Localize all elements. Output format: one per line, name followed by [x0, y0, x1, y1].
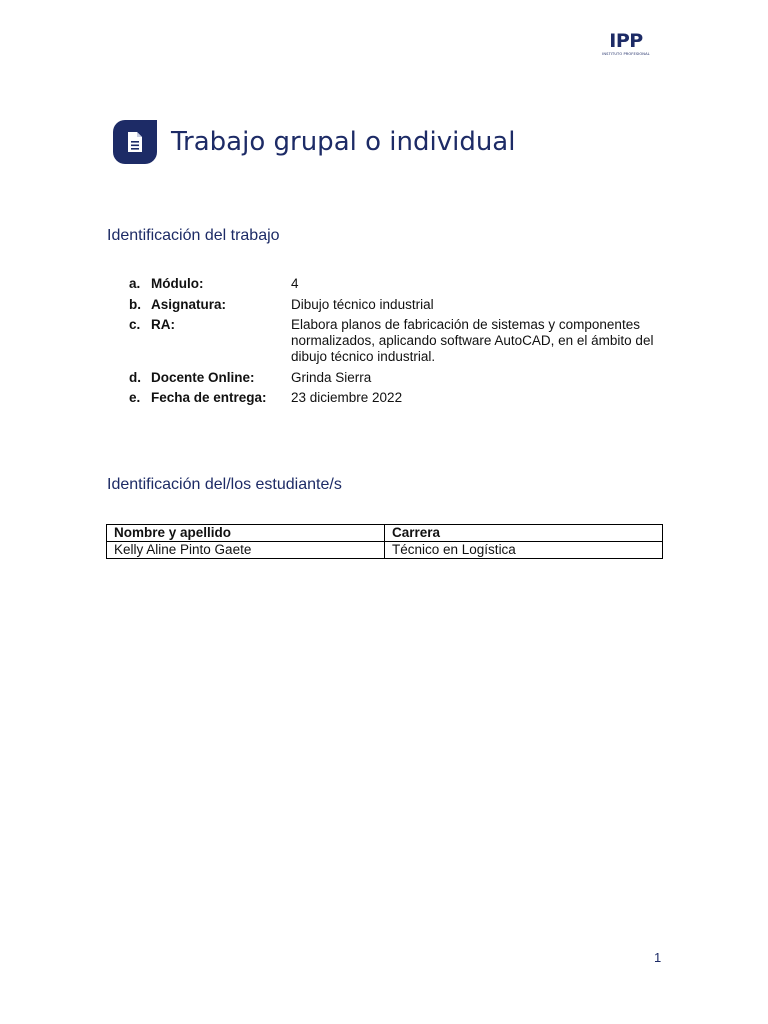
info-row-teacher — [129, 370, 669, 386]
work-info-list — [129, 276, 669, 411]
logo-text: IPP — [609, 30, 643, 52]
title-block — [113, 119, 515, 165]
work-id-heading: Identificación del trabajo — [107, 227, 280, 244]
page-title: Trabajo grupal o individual — [171, 127, 516, 157]
info-value: Dibujo técnico industrial — [291, 296, 434, 312]
info-label: RA: — [151, 317, 175, 332]
info-row-subject — [129, 297, 669, 313]
info-letter: b. — [129, 296, 141, 312]
info-label: Fecha de entrega: — [151, 390, 267, 405]
table-header-career: Carrera — [385, 525, 663, 542]
info-row-ra — [129, 317, 669, 365]
table-row — [107, 542, 663, 559]
page-number: 1 — [654, 950, 662, 965]
info-letter: a. — [129, 276, 141, 291]
ipp-logo — [600, 30, 652, 57]
info-letter: d. — [129, 369, 141, 385]
info-label: Docente Online: — [151, 369, 255, 385]
info-letter: e. — [129, 390, 141, 405]
info-label: Módulo: — [151, 276, 204, 291]
students-table — [106, 524, 663, 559]
students-heading: Identificación del/los estudiante/s — [107, 476, 342, 493]
table-header-row — [107, 525, 663, 542]
info-row-module — [129, 276, 669, 292]
table-header-name: Nombre y apellido — [107, 525, 385, 542]
info-value: 23 diciembre 2022 — [291, 390, 403, 405]
info-value: Grinda Sierra — [291, 369, 372, 385]
student-name-cell: Kelly Aline Pinto Gaete — [107, 542, 385, 559]
info-value: Elabora planos de fabricación de sistemas y componentes normalizados, aplicando software AutoCAD, en el ámbito del dibujo técnico industrial. — [291, 317, 654, 364]
info-letter: c. — [129, 317, 141, 332]
info-label: Asignatura: — [151, 296, 227, 312]
info-value: 4 — [291, 276, 299, 291]
document-icon — [113, 120, 157, 164]
info-row-due-date — [129, 390, 669, 406]
student-career-cell: Técnico en Logística — [385, 542, 663, 559]
logo-subtitle: INSTITUTO PROFESIONAL — [602, 52, 650, 56]
